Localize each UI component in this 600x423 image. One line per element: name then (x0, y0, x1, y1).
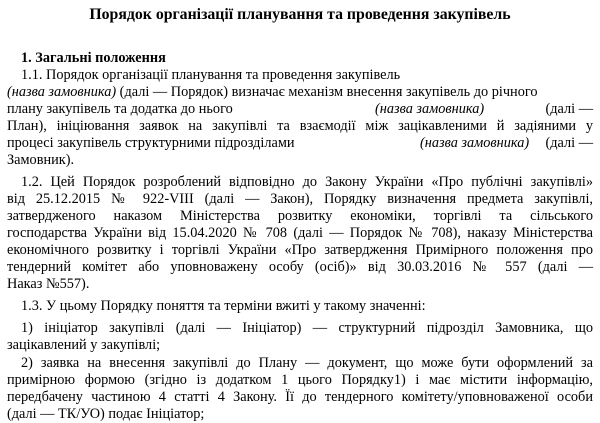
paragraph-text: плану закупівель та додатка до нього (7, 101, 233, 117)
paragraph-text: процесі закупівель структурними підрозділами (7, 135, 295, 151)
document-title: Порядок організації планування та проведення закупівель (89, 6, 511, 23)
paragraph-text: (далі — (545, 135, 593, 151)
paragraph-1-2-line-6: тендерний комітет або уповноважену особу (осіб)» від 30.03.2016 № 557 (далі — (7, 259, 593, 275)
list-item-2-line-4: (далі — ТК/УО) подає Ініціатор; (7, 406, 205, 422)
paragraph-1-1-line-4: План), ініціювання заявок на закупівлі та взаємодії між зацікавленими й задіяними у (7, 118, 593, 134)
paragraph-1-2-line-5: економічного розвитку і торгівлі України «Про затвердження Примірного положення про (7, 242, 593, 258)
paragraph-1-2-line-2: від 25.12.2015 № 922-VIII (далі — Закон), Порядку визначення предмета закупівлі, (7, 191, 593, 207)
section-heading: 1. Загальні положення (21, 50, 166, 66)
paragraph-1-2-line-3: затвердженого наказом Міністерства розвитку економіки, торгівлі та сільського (7, 208, 593, 224)
list-item-1-line-2: зацікавлений у закупівлі; (7, 337, 161, 353)
list-item-2-line-1: 2) заявка на внесення закупівлі до Плану — документ, що може бути оформлений за (21, 355, 593, 371)
paragraph-1-1-line-6: Замовник). (7, 152, 75, 168)
paragraph-1-2-line-1: 1.2. Цей Порядок розроблений відповідно до Закону України «Про публічні закупівлі» (21, 174, 593, 190)
paragraph-1-1-line-5 (7, 135, 593, 152)
paragraph-text: (далі — Порядок) визначає механізм внесення закупівель до річного (116, 84, 538, 100)
list-item-1-line-1: 1) ініціатор закупівлі (далі — Ініціатор) — структурний підрозділ Замовника, що (21, 320, 593, 336)
paragraph-text: (далі — (545, 101, 593, 117)
paragraph-1-2-line-4: господарства України від 15.04.2020 № 708 (далі — Порядок № 708), наказу Міністерства (7, 225, 593, 241)
customer-name-placeholder: (назва замовника) (375, 101, 485, 117)
paragraph-1-3-line-1: 1.3. У цьому Порядку поняття та терміни вжиті у такому значенні: (21, 298, 426, 314)
list-item-2-line-2: примірною формою (згідно із додатком 1 цього Порядку1) і має містити інформацію, (7, 372, 593, 388)
customer-name-placeholder: (назва замовника) (420, 135, 530, 151)
paragraph-1-1-line-2 (7, 84, 593, 101)
paragraph-1-2-line-7: Наказ №557). (7, 276, 90, 292)
customer-name-placeholder: (назва замовника) (7, 84, 117, 100)
paragraph-1-1-line-3 (7, 101, 593, 118)
list-item-2-line-3: передбачену частиною 4 статті 4 Закону. Її до тендерного комітету/уповноваженої особи (7, 389, 593, 405)
paragraph-1-1-line-1: 1.1. Порядок організації планування та проведення закупівель (21, 67, 401, 83)
